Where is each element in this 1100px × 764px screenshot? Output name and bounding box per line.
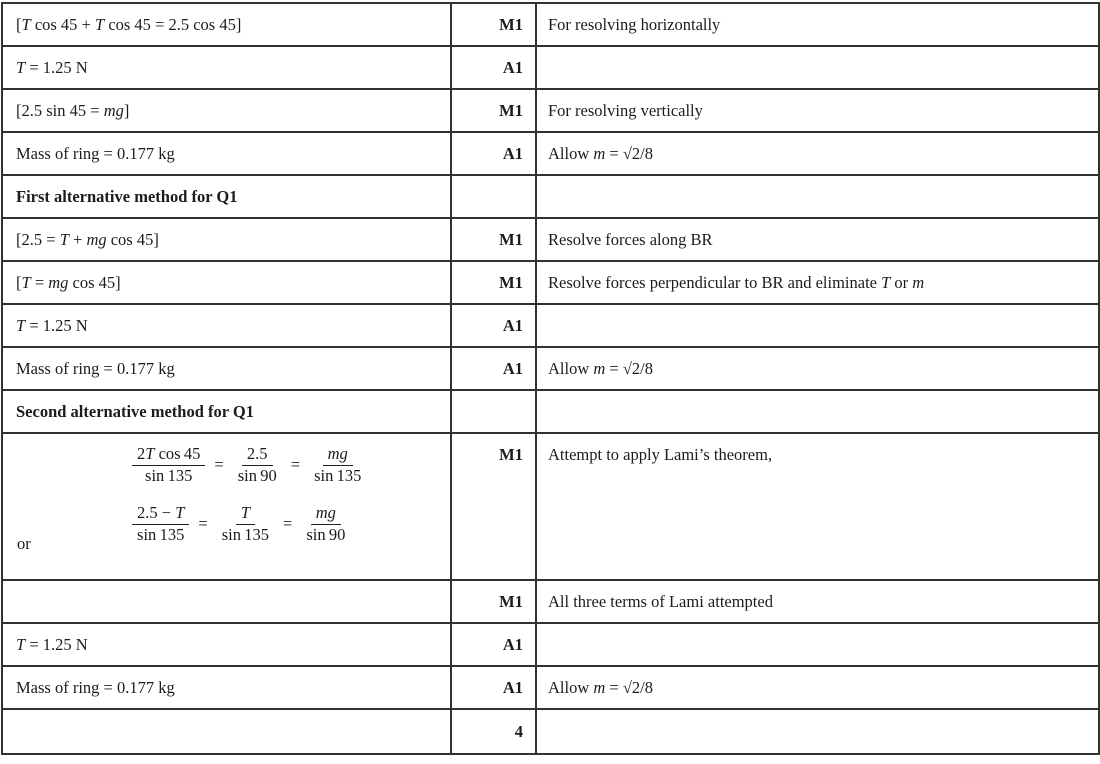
working-cell: Mass of ring = 0.177 kg xyxy=(2,347,451,390)
comment-cell xyxy=(536,623,1099,666)
fraction-denominator: sin 90 xyxy=(237,465,277,485)
comment-cell: All three terms of Lami attempted xyxy=(536,580,1099,623)
working-cell: [2.5 sin 45 = mg] xyxy=(2,89,451,132)
comment-cell xyxy=(536,175,1099,218)
comment-cell xyxy=(536,46,1099,89)
table-row xyxy=(2,580,1099,623)
fraction xyxy=(132,504,189,545)
equation-line xyxy=(132,504,350,545)
mark-cell: A1 xyxy=(451,666,536,709)
or-label: or xyxy=(17,534,31,553)
working-cell: T = 1.25 N xyxy=(2,304,451,347)
mark-cell xyxy=(451,175,536,218)
mark-cell: M1 xyxy=(451,89,536,132)
mark-cell xyxy=(451,390,536,433)
table-row xyxy=(2,390,1099,433)
fraction xyxy=(233,445,282,486)
lami-formula-block xyxy=(16,434,440,577)
working-cell: T = 1.25 N xyxy=(2,46,451,89)
fraction xyxy=(217,504,274,545)
comment-cell: For resolving horizontally xyxy=(536,3,1099,46)
working-cell xyxy=(2,709,451,754)
comment-cell xyxy=(536,709,1099,754)
mark-cell: M1 xyxy=(451,433,536,580)
comment-cell xyxy=(536,304,1099,347)
table-row xyxy=(2,304,1099,347)
comment-cell: For resolving vertically xyxy=(536,89,1099,132)
mark-cell: M1 xyxy=(451,218,536,261)
equals-sign: = xyxy=(283,514,293,534)
table-row xyxy=(2,89,1099,132)
comment-cell xyxy=(536,390,1099,433)
table-row xyxy=(2,261,1099,304)
section-header-cell: First alternative method for Q1 xyxy=(2,175,451,218)
mark-scheme-table xyxy=(1,2,1100,755)
table-row xyxy=(2,709,1099,754)
working-cell xyxy=(2,580,451,623)
fraction-denominator: sin 135 xyxy=(221,524,269,544)
mark-scheme-body xyxy=(2,3,1099,754)
fraction-numerator: 2.5 − T xyxy=(132,504,189,525)
working-cell: T = 1.25 N xyxy=(2,623,451,666)
table-row xyxy=(2,347,1099,390)
working-cell: [2.5 = T + mg cos 45] xyxy=(2,218,451,261)
mark-cell: A1 xyxy=(451,347,536,390)
fraction-numerator: 2T cos 45 xyxy=(132,445,205,466)
mark-cell: M1 xyxy=(451,3,536,46)
mark-scheme-page xyxy=(0,2,1100,764)
table-row xyxy=(2,433,1099,580)
section-header-cell: Second alternative method for Q1 xyxy=(2,390,451,433)
fraction-denominator: sin 135 xyxy=(314,465,362,485)
table-row xyxy=(2,218,1099,261)
fraction-numerator: mg xyxy=(323,445,353,466)
equals-sign: = xyxy=(198,514,208,534)
total-mark-cell: 4 xyxy=(451,709,536,754)
fraction-denominator: sin 90 xyxy=(306,524,346,544)
table-row xyxy=(2,666,1099,709)
working-cell: [T cos 45 + T cos 45 = 2.5 cos 45] xyxy=(2,3,451,46)
comment-cell: Allow m = √2/8 xyxy=(536,666,1099,709)
equals-sign: = xyxy=(214,455,224,475)
table-row xyxy=(2,623,1099,666)
table-row xyxy=(2,3,1099,46)
mark-cell: M1 xyxy=(451,261,536,304)
mark-cell: M1 xyxy=(451,580,536,623)
fraction-denominator: sin 135 xyxy=(145,465,193,485)
comment-cell: Attempt to apply Lami’s theorem, xyxy=(536,433,1099,580)
fraction-numerator: mg xyxy=(311,504,341,525)
fraction-denominator: sin 135 xyxy=(137,524,185,544)
mark-cell: A1 xyxy=(451,623,536,666)
equation-line xyxy=(132,445,366,486)
mark-cell: A1 xyxy=(451,46,536,89)
table-row xyxy=(2,175,1099,218)
working-cell: Mass of ring = 0.177 kg xyxy=(2,666,451,709)
fraction-numerator: 2.5 xyxy=(242,445,273,466)
comment-cell: Allow m = √2/8 xyxy=(536,347,1099,390)
fraction-numerator: T xyxy=(236,504,255,525)
table-row xyxy=(2,46,1099,89)
comment-cell: Resolve forces perpendicular to BR and eliminate T or m xyxy=(536,261,1099,304)
working-cell xyxy=(2,433,451,580)
equations xyxy=(132,434,440,545)
fraction xyxy=(132,445,205,486)
fraction xyxy=(301,504,350,545)
comment-cell: Allow m = √2/8 xyxy=(536,132,1099,175)
equals-sign: = xyxy=(290,455,301,475)
fraction xyxy=(309,445,366,486)
mark-cell: A1 xyxy=(451,304,536,347)
working-cell: Mass of ring = 0.177 kg xyxy=(2,132,451,175)
working-cell: [T = mg cos 45] xyxy=(2,261,451,304)
table-row xyxy=(2,132,1099,175)
comment-cell: Resolve forces along BR xyxy=(536,218,1099,261)
mark-cell: A1 xyxy=(451,132,536,175)
